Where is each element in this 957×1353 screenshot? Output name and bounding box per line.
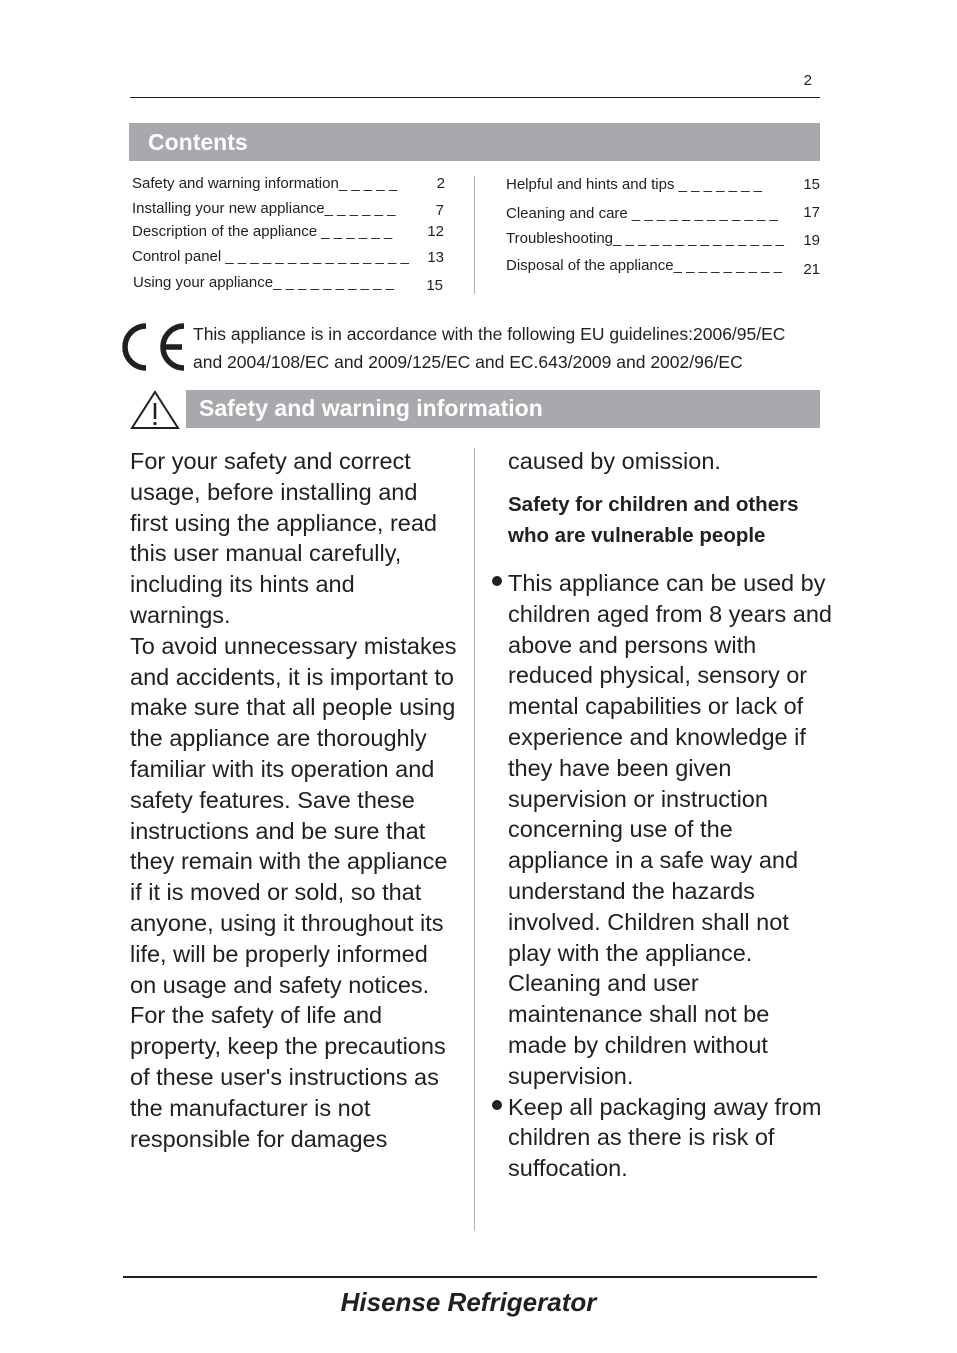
- body-paragraph: For your safety and correct usage, before installing and first using the appliance, read this user manual carefully, including its hints and warnings.: [130, 448, 437, 628]
- top-rule: [130, 97, 820, 98]
- toc-divider: [474, 176, 475, 294]
- list-item-text: This appliance can be used by children aged from 8 years and above and persons with reduced physical, sensory or mental capabilities or lack of experience and knowledge if they have been given supervision or instruction concerning use of the appliance in a safe way and understand the hazards involved. Children shall not play with the appliance. Cleaning and user maintenance shall not be made by children without supervision.: [508, 570, 832, 1089]
- contents-header: [129, 123, 820, 161]
- toc-entry-label: Control panel _ _ _ _ _ _ _ _ _ _ _ _ _ _ _: [132, 248, 409, 265]
- compliance-line: and 2004/108/EC and 2009/125/EC and EC.643/2009 and 2002/96/EC: [193, 352, 743, 372]
- safety-title: Safety and warning information: [199, 395, 543, 421]
- toc-entry-label: Description of the appliance _ _ _ _ _ _: [132, 223, 393, 240]
- page-number: 2: [803, 72, 812, 89]
- toc-entry-label: Disposal of the appliance_ _ _ _ _ _ _ _ _: [506, 257, 783, 274]
- toc-entry-label: Using your appliance_ _ _ _ _ _ _ _ _ _: [133, 274, 395, 291]
- toc-entry-label: Safety and warning information_ _ _ _ _: [132, 175, 398, 192]
- list-item: [492, 568, 832, 1092]
- children-safety-heading: Safety for children and others who are vulnerable people: [508, 493, 799, 547]
- list-item-text: Keep all packaging away from children as there is risk of suffocation.: [508, 1093, 822, 1182]
- compliance-statement: [193, 320, 785, 376]
- toc-entry-page: 12: [427, 223, 444, 240]
- toc-entry-label: Troubleshooting_ _ _ _ _ _ _ _ _ _ _ _ _ _: [506, 230, 784, 247]
- safety-header: [186, 390, 820, 428]
- compliance-line: This appliance is in accordance with the following EU guidelines:2006/95/EC: [193, 324, 786, 344]
- toc-entry-label: Cleaning and care _ _ _ _ _ _ _ _ _ _ _ _: [506, 205, 778, 222]
- ce-mark-icon: [116, 320, 188, 374]
- body-paragraph: To avoid unnecessary mistakes and accidents, it is important to make sure that all people using the appliance are thoroughly familiar with its operation and safety features. Save these instructions and be sure that they remain with the appliance if it is moved or sold, so that anyone, using it throughout its life, will be properly informed on usage and safety notices.: [130, 632, 457, 998]
- body-paragraph: For the safety of life and property, keep the precautions of these user's instructions as the manufacturer is not responsible for damages: [130, 1002, 446, 1152]
- toc-entry-page: 13: [427, 249, 444, 266]
- brand-footer: Hisense Refrigerator: [340, 1287, 597, 1317]
- bullet-icon: [492, 576, 502, 586]
- toc-entry-page: 2: [436, 175, 445, 192]
- toc-entry-page: 15: [803, 176, 820, 193]
- toc-entry-page: 17: [803, 204, 820, 221]
- toc-entry-label: Installing your new appliance_ _ _ _ _ _: [132, 200, 396, 217]
- bullet-icon: [492, 1100, 502, 1110]
- toc-entry-page: 21: [803, 261, 820, 278]
- toc-entry-page: 7: [435, 202, 444, 219]
- footer-rule: [123, 1276, 817, 1278]
- toc-entry-label: Helpful and hints and tips _ _ _ _ _ _ _: [506, 176, 763, 193]
- contents-title: Contents: [148, 129, 248, 155]
- column-divider: [474, 448, 475, 1231]
- warning-triangle-icon: [130, 390, 180, 430]
- safety-bullet-list: [492, 568, 832, 1184]
- toc-entry-page: 19: [803, 232, 820, 249]
- continuation-text: caused by omission.: [508, 448, 721, 474]
- toc-entry-page: 15: [426, 277, 443, 294]
- list-item: [492, 1092, 832, 1184]
- safety-intro-text: [130, 446, 460, 1154]
